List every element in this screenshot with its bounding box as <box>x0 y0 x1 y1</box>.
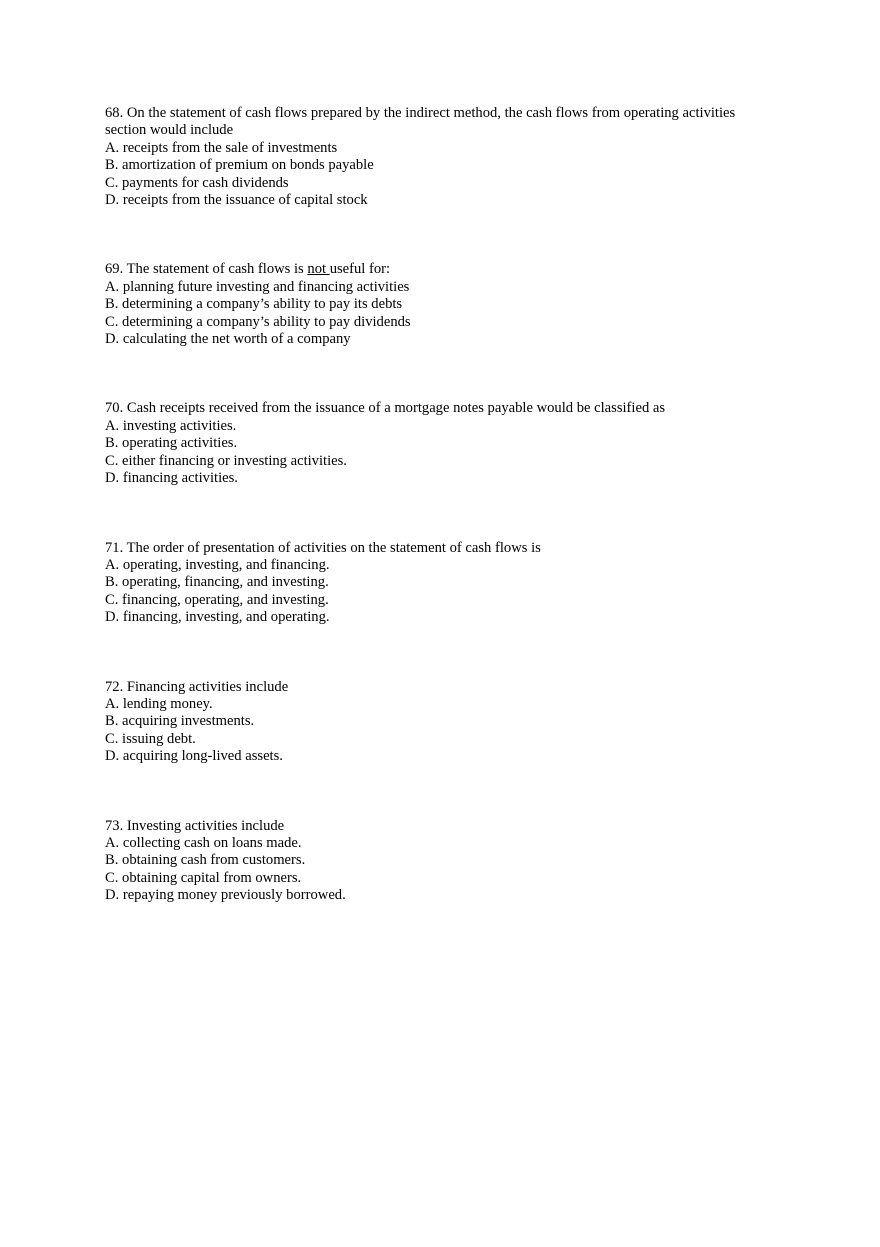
option-a: A. lending money. <box>105 695 213 712</box>
option-d: D. financing activities. <box>105 470 238 487</box>
question-stem <box>105 261 765 278</box>
option-b: B. determining a company’s ability to pay its debts <box>105 296 403 313</box>
document-page <box>105 105 765 905</box>
option-a: A. planning future investing and financing activities <box>105 278 410 295</box>
option-c: C. either financing or investing activities. <box>105 452 347 469</box>
option-b: B. amortization of premium on bonds payable <box>105 157 374 174</box>
option-a: A. receipts from the sale of investments <box>105 139 338 156</box>
question-68 <box>105 105 765 209</box>
option-c: C. obtaining capital from owners. <box>105 869 302 886</box>
stem-emphasis: not <box>307 261 330 278</box>
option-d: D. calculating the net worth of a company <box>105 331 351 348</box>
option-d: D. acquiring long-lived assets. <box>105 748 283 765</box>
stem-line: section would include <box>105 122 234 139</box>
option-b: B. acquiring investments. <box>105 713 255 730</box>
option-d: D. receipts from the issuance of capital stock <box>105 192 368 209</box>
option-a: A. collecting cash on loans made. <box>105 834 302 851</box>
option-c: C. determining a company’s ability to pay dividends <box>105 313 411 330</box>
stem-text: 69. The statement of cash flows is <box>105 261 308 278</box>
question-stem: 73. Investing activities include <box>105 817 285 834</box>
question-stem <box>105 105 765 140</box>
option-d: D. financing, investing, and operating. <box>105 609 330 626</box>
option-a: A. investing activities. <box>105 417 237 434</box>
question-69 <box>105 261 765 348</box>
option-d: D. repaying money previously borrowed. <box>105 887 346 904</box>
question-72 <box>105 679 765 766</box>
question-stem: 72. Financing activities include <box>105 678 289 695</box>
option-c: C. payments for cash dividends <box>105 174 289 191</box>
question-73 <box>105 818 765 905</box>
option-c: C. financing, operating, and investing. <box>105 591 329 608</box>
question-stem: 70. Cash receipts received from the issuance of a mortgage notes payable would be classified as <box>105 400 666 417</box>
question-stem: 71. The order of presentation of activities on the statement of cash flows is <box>105 539 541 556</box>
option-b: B. operating activities. <box>105 435 238 452</box>
option-b: B. obtaining cash from customers. <box>105 852 306 869</box>
stem-line: 68. On the statement of cash flows prepared by the indirect method, the cash flows from operating activities <box>105 105 736 121</box>
question-71 <box>105 540 765 627</box>
question-70 <box>105 400 765 487</box>
option-b: B. operating, financing, and investing. <box>105 574 329 591</box>
option-a: A. operating, investing, and financing. <box>105 556 330 573</box>
stem-text: useful for: <box>329 261 391 278</box>
option-c: C. issuing debt. <box>105 730 196 747</box>
